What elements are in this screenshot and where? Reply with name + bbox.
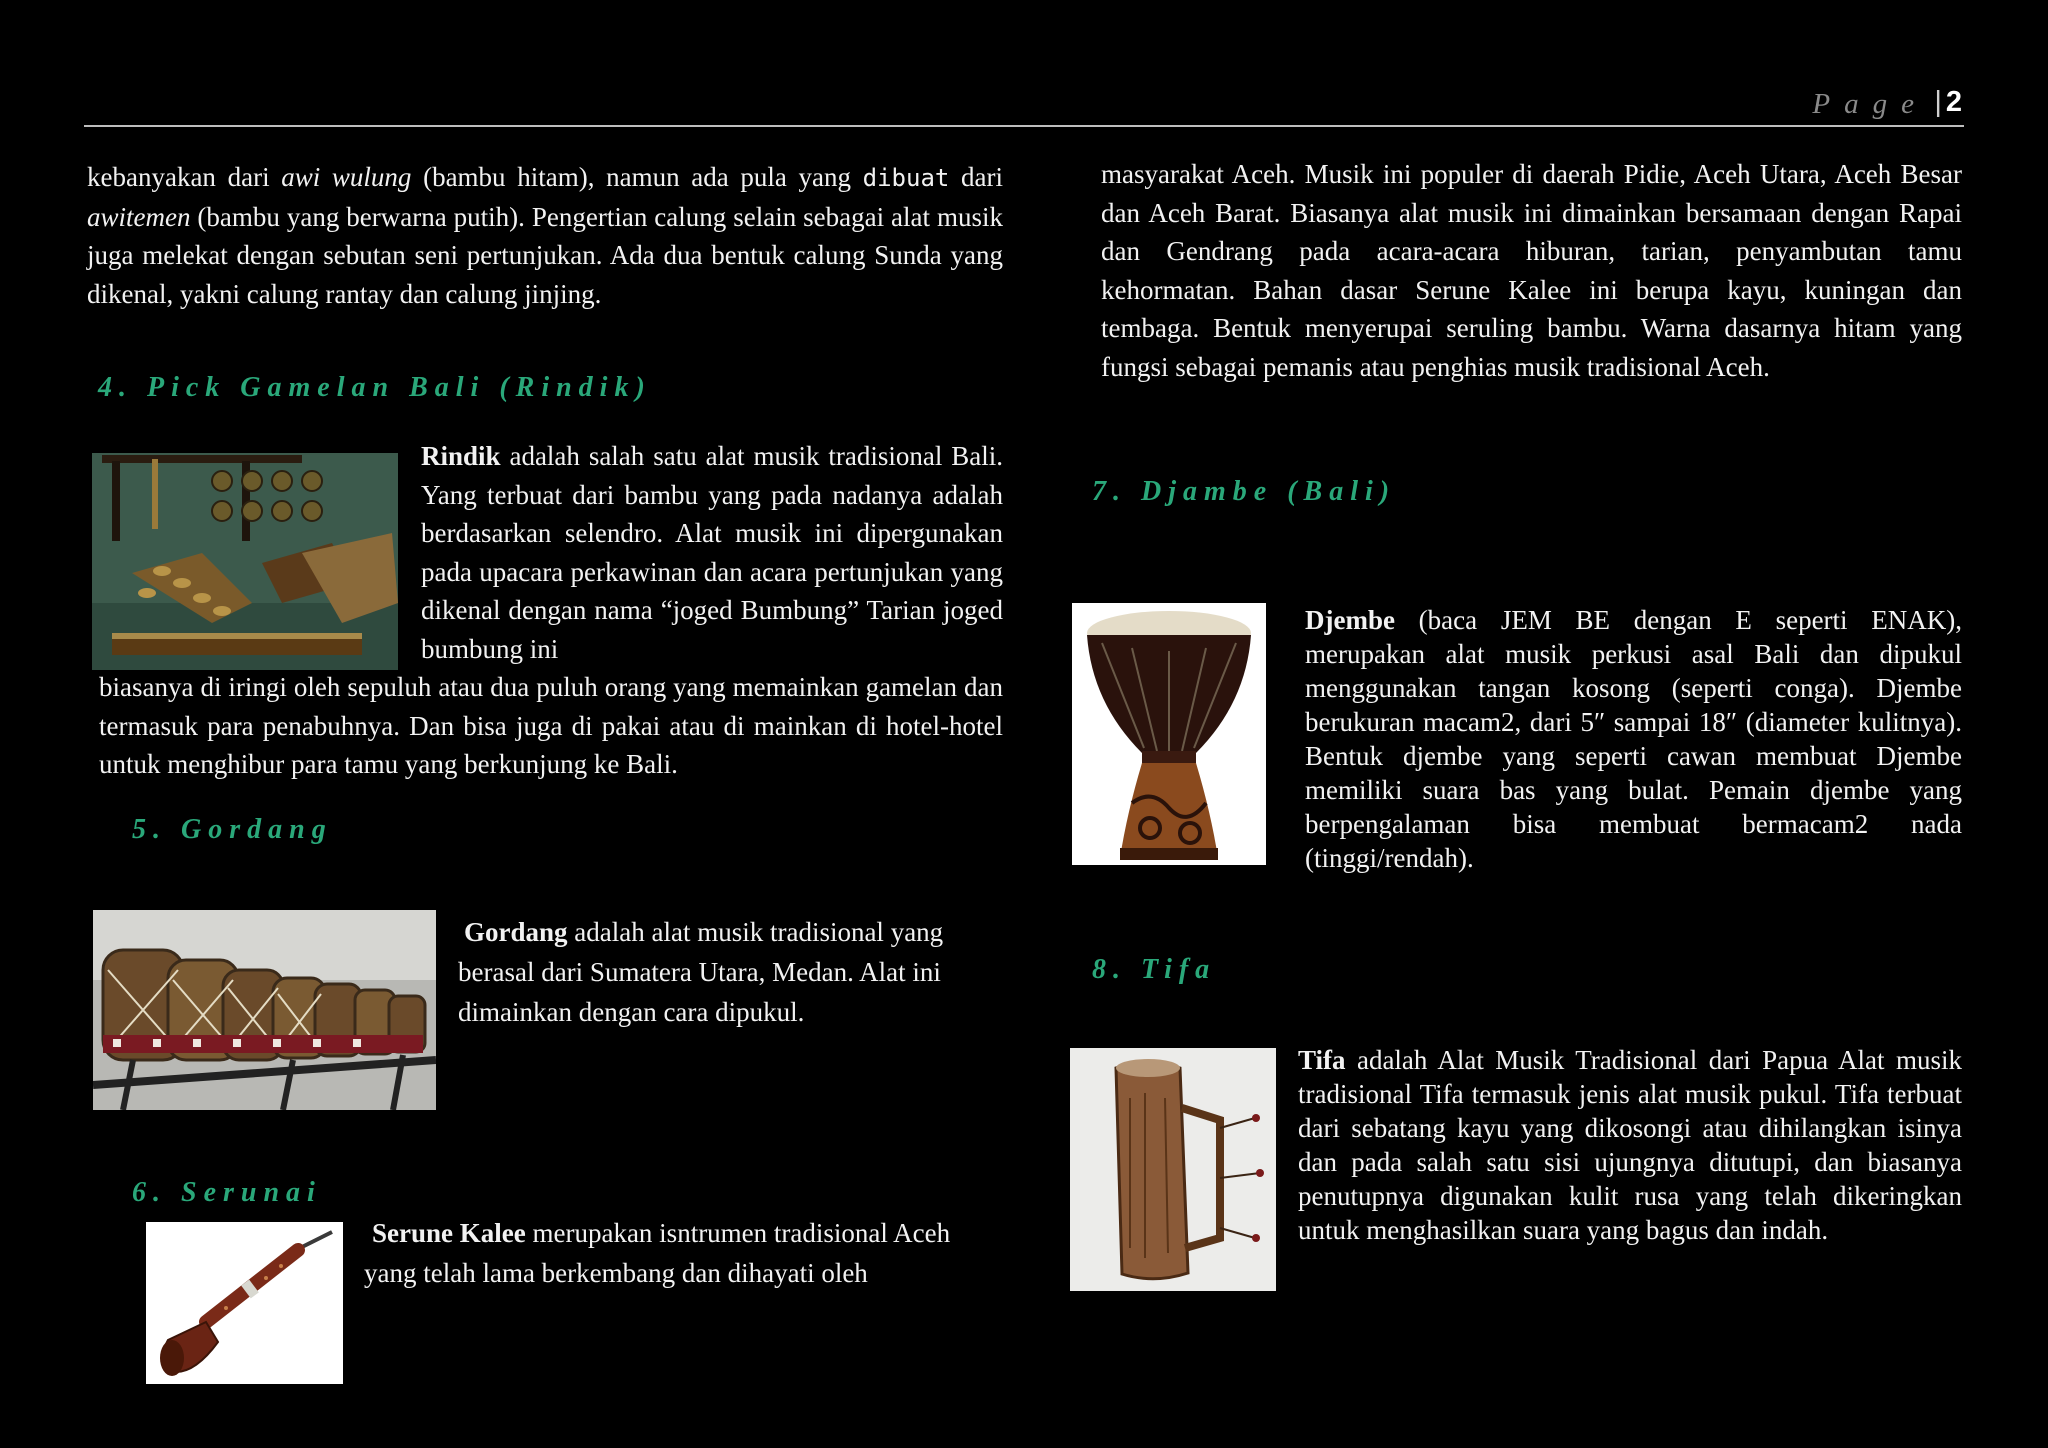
serunai-text: merupakan isntrumen tradisional Aceh yang telah lama berkembang dan dihayati oleh [364, 1218, 951, 1288]
serunai-photo [146, 1222, 343, 1384]
tifa-text: adalah Alat Musik Tradisional dari Papua Alat musik tradisional Tifa termasuk jenis alat musik pukul. Tifa terbuat dari sebatang kayu yang dikosongi atau dihilangkan isinya dan pada salah satu sisi ujungnya ditutupi, dan biasanya penutupnya digunakan kulit rusa yang telah dikeringkan untuk menghasilkan suara yang bagus dan indah. [1298, 1045, 1962, 1245]
intro-text-dibuat: dibuat [862, 164, 950, 192]
header-rule [84, 125, 1964, 127]
intro-term-awitemen: awitemen [87, 201, 191, 232]
heading-djambe: 7. Djambe (Bali) [1092, 476, 1397, 507]
gamelan-rindik-photo [92, 453, 398, 670]
rindik-paragraph [421, 437, 1003, 668]
intro-text-2: (bambu hitam), namun ada pula yang [411, 162, 863, 192]
serunai-term: Serune Kalee [372, 1218, 526, 1248]
gordang-paragraph [458, 912, 988, 1032]
gordang-text: adalah alat musik tradisional yang berasal dari Sumatera Utara, Medan. Alat ini dimainkan dengan cara dipukul. [458, 917, 944, 1027]
page-header-label: Page [1812, 88, 1928, 120]
serunai-cont-text: masyarakat Aceh. Musik ini populer di daerah Pidie, Aceh Utara, Aceh Besar dan Aceh Barat. Biasanya alat musik ini dimainkan bersamaan dengan Rapai dan Gendrang pada acara-acara hiburan, tarian, penyambutan tamu kehormatan. Bahan dasar Serune Kalee ini berupa kayu, kuningan dan tembaga. Bentuk menyerupai seruling bambu. Warna dasarnya hitam yang fungsi sebagai pemanis atau penghias musik tradisional Aceh. [1101, 159, 1962, 382]
tifa-paragraph [1298, 1043, 1962, 1247]
heading-serunai: 6. Serunai [132, 1177, 322, 1208]
intro-text-3: dari [949, 162, 1003, 192]
gordang-term: Gordang [464, 917, 568, 947]
djembe-term: Djembe [1305, 605, 1395, 635]
serunai-paragraph [364, 1213, 1004, 1293]
rindik-term: Rindik [421, 441, 501, 471]
tifa-photo [1070, 1048, 1276, 1291]
serunai-continued-paragraph [1101, 155, 1962, 386]
heading-rindik: 4. Pick Gamelan Bali (Rindik) [98, 372, 652, 403]
page-number: | 2 [1934, 86, 1962, 119]
intro-text-4: (bambu yang berwarna putih). Pengertian calung selain sebagai alat musik juga melekat dengan sebutan seni pertunjukan. Ada dua bentuk calung Sunda yang dikenal, yakni calung rantay dan calung jinjing. [87, 201, 1003, 309]
heading-gordang: 5. Gordang [132, 814, 333, 845]
djembe-text: (baca JEM BE dengan E seperti ENAK), merupakan alat musik perkusi asal Bali dan dipukul menggunakan tangan kosong (seperti conga). Djembe berukuran macam2, dari 5″ sampai 18″ (diameter kulitnya). Bentuk djembe yang seperti cawan membuat Djembe memiliki suara bas yang bulat. Pemain djembe yang berpengalaman bisa membuat bermacam2 nada (tinggi/rendah). [1305, 605, 1962, 873]
gordang-drums-photo [93, 910, 436, 1110]
intro-term-awi-wulung: awi wulung [281, 162, 412, 192]
djembe-photo [1072, 603, 1266, 865]
heading-tifa: 8. Tifa [1092, 954, 1217, 985]
intro-text-1: kebanyakan dari [87, 162, 282, 192]
rindik-continued-paragraph [99, 668, 1003, 784]
djembe-paragraph [1305, 603, 1962, 875]
rindik-text: adalah salah satu alat musik tradisional Bali. Yang terbuat dari bambu yang pada nadanya adalah berdasarkan selendro. Alat musik ini dipergunakan pada upacara perkawinan dan acara pertunjukan yang dikenal dengan nama “joged Bumbung” Tarian joged bumbung ini [421, 441, 1003, 664]
tifa-term: Tifa [1298, 1045, 1346, 1075]
calung-paragraph [87, 158, 1003, 313]
rindik-cont-text: biasanya di iringi oleh sepuluh atau dua puluh orang yang memainkan gamelan dan termasuk para penabuhnya. Dan bisa juga di pakai atau di mainkan di hotel-hotel untuk menghibur para tamu yang berkunjung ke Bali. [99, 672, 1003, 779]
